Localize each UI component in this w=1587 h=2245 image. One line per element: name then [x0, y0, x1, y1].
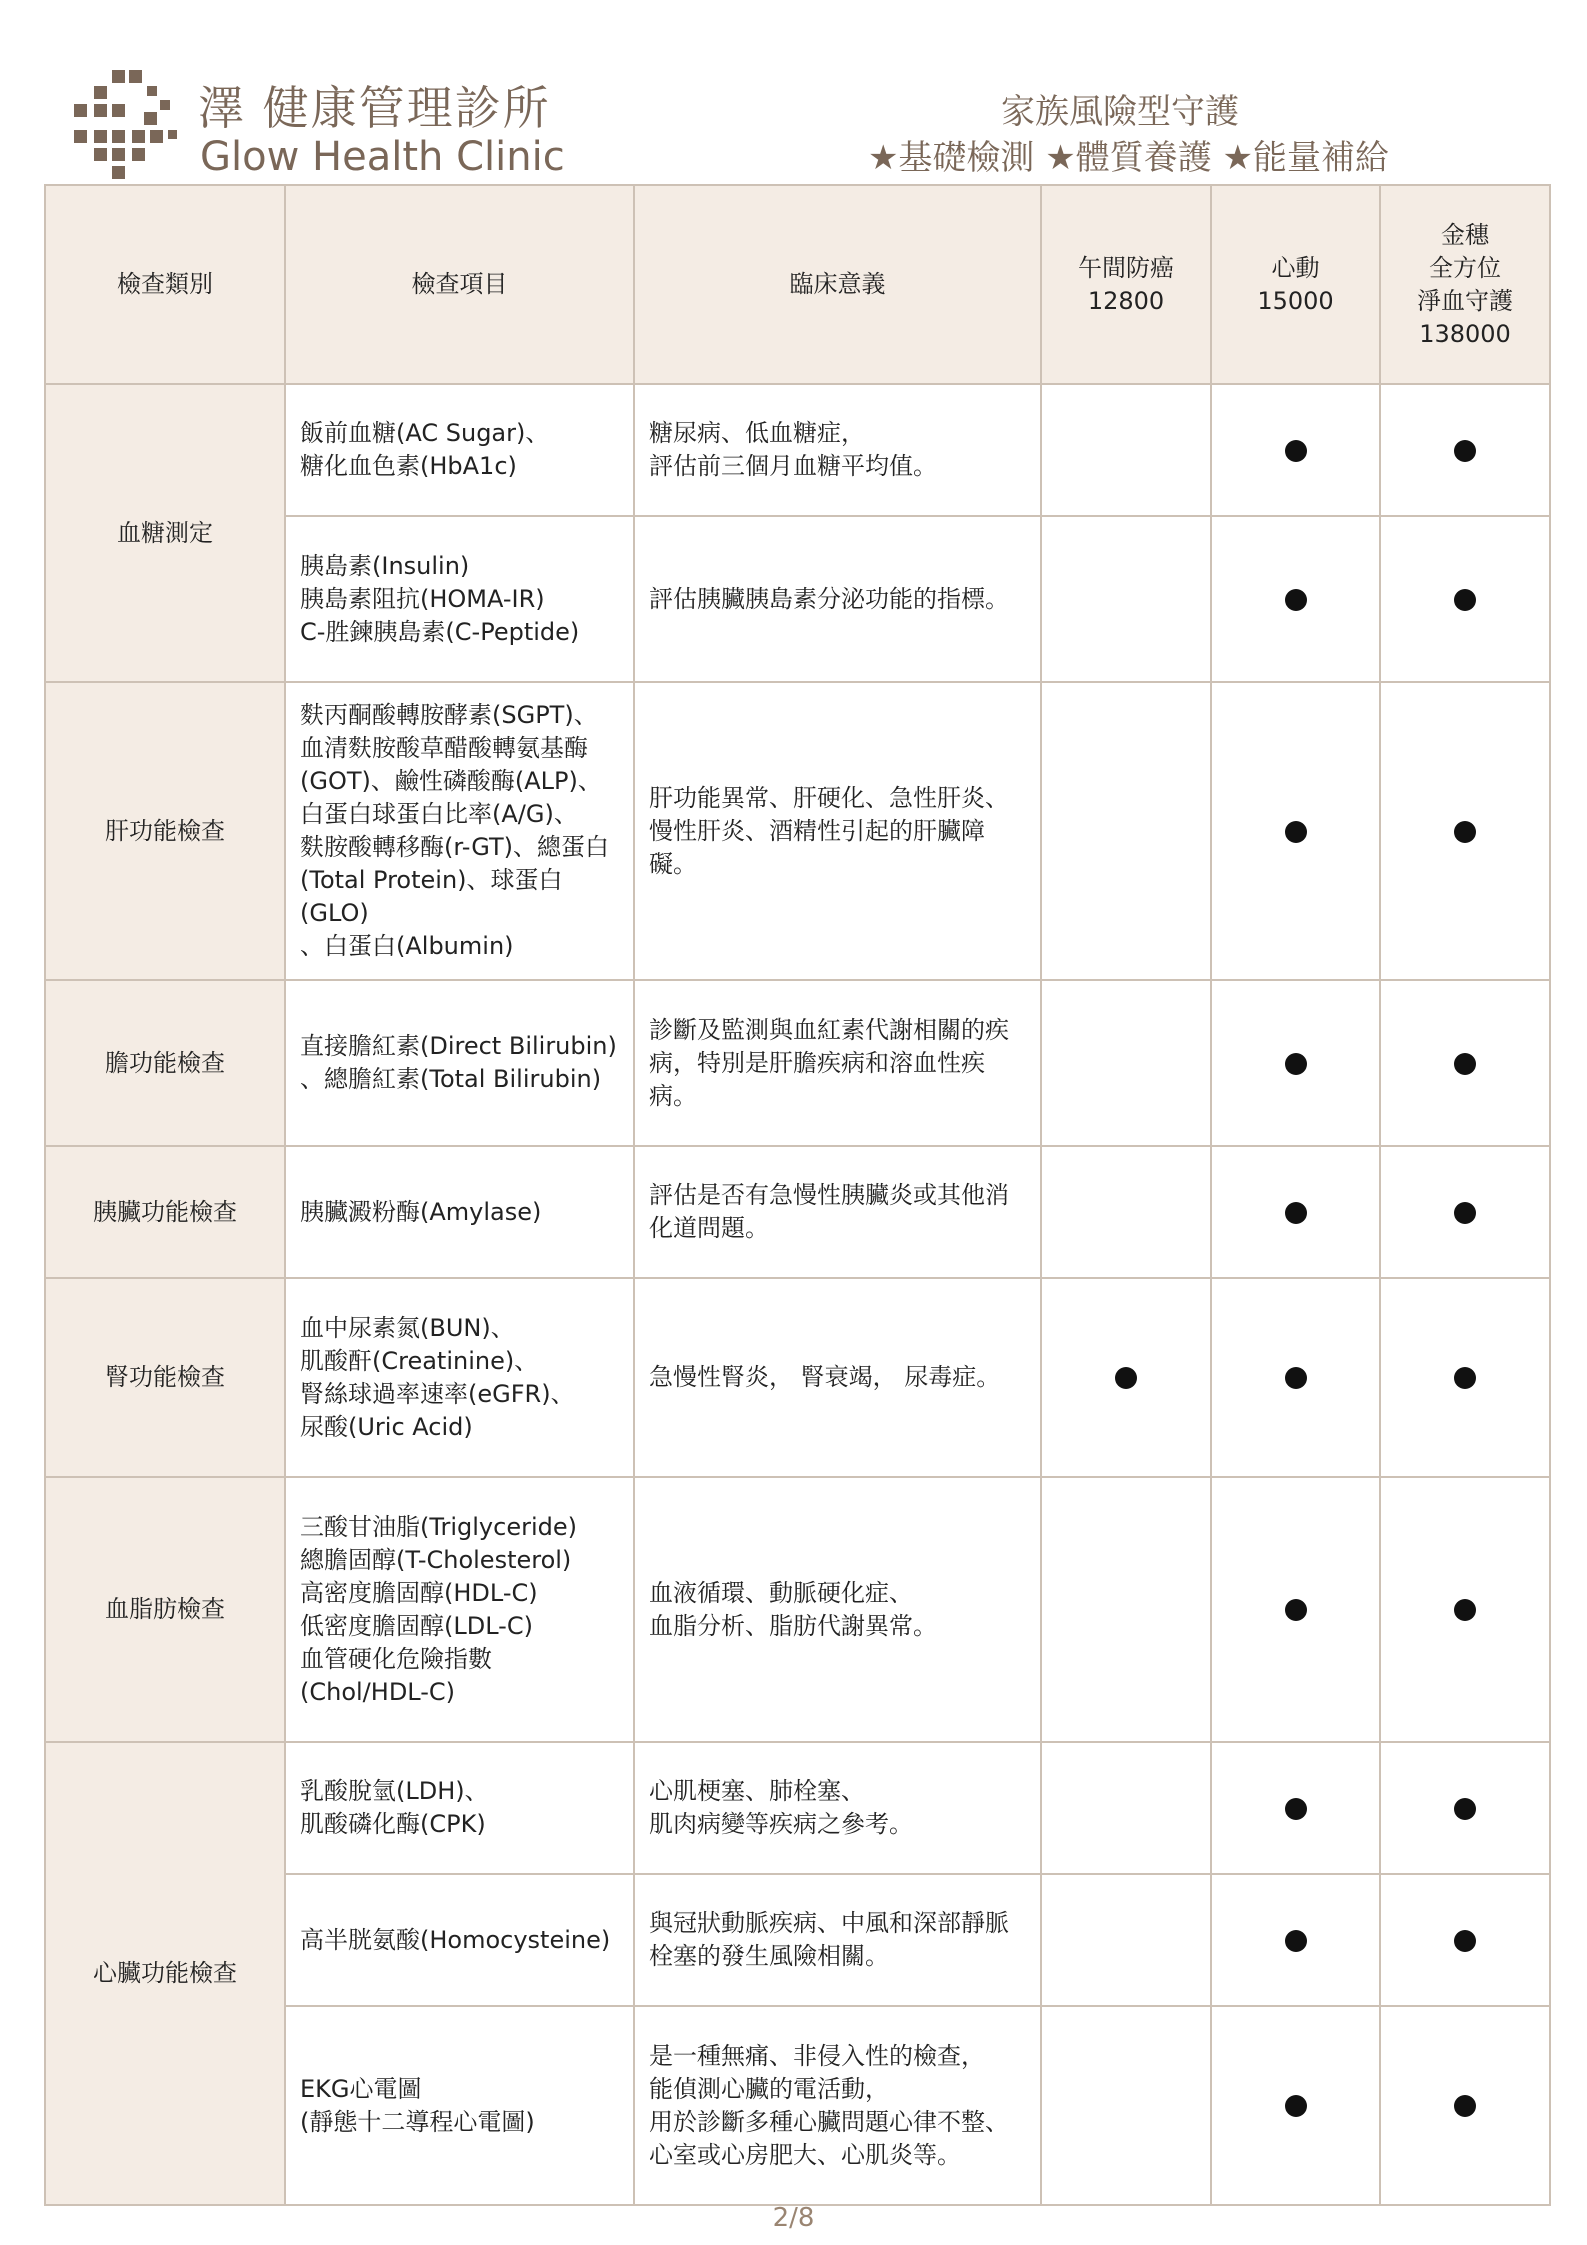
item-line: 麩丙酮酸轉胺酵素(SGPT)、 — [300, 701, 598, 729]
header-plan-3-name-1: 金穗 — [1441, 220, 1489, 249]
header-plan-3-name-2: 全方位 — [1429, 253, 1501, 282]
meaning-cell — [634, 1742, 1041, 1874]
table-row — [45, 1278, 1550, 1477]
header-category: 檢查類別 — [45, 185, 285, 384]
mark-cell — [1380, 1742, 1550, 1874]
included-dot-icon — [1285, 1367, 1307, 1389]
table-row — [45, 1477, 1550, 1742]
category-bile: 膽功能檢查 — [45, 980, 285, 1146]
item-line: 、總膽紅素(Total Bilirubin) — [300, 1065, 602, 1093]
category-blood-sugar: 血糖測定 — [45, 384, 285, 682]
included-dot-icon — [1115, 1367, 1137, 1389]
item-line: 高密度膽固醇(HDL-C) — [300, 1578, 538, 1607]
mark-cell — [1041, 2006, 1211, 2205]
item-line: 低密度膽固醇(LDL-C) — [300, 1611, 533, 1640]
mark-cell — [1211, 1477, 1380, 1742]
item-line: 三酸甘油脂(Triglyceride) — [300, 1512, 577, 1541]
item-cell — [285, 2006, 634, 2205]
mark-cell — [1211, 516, 1380, 682]
item-cell — [285, 682, 634, 980]
plan-tags: ★基礎檢測 ★體質養護 ★能量補給 — [867, 138, 1389, 178]
item-cell — [285, 384, 634, 516]
mark-cell — [1211, 2006, 1380, 2205]
table-row — [45, 682, 1550, 980]
meaning-cell — [634, 682, 1041, 980]
item-line: 高半胱氨酸(Homocysteine) — [300, 1925, 611, 1954]
mark-cell — [1041, 980, 1211, 1146]
meaning-cell — [634, 1874, 1041, 2006]
meaning-line: 糖尿病、低血糖症， — [649, 419, 865, 447]
included-dot-icon — [1454, 1930, 1476, 1952]
mark-cell — [1380, 682, 1550, 980]
mark-cell — [1211, 682, 1380, 980]
meaning-line: 與冠狀動脈疾病、中風和深部靜脈 — [649, 1909, 1009, 1937]
item-line: 、白蛋白(Albumin) — [300, 932, 514, 960]
meaning-line: 評估是否有急慢性胰臟炎或其他消 — [649, 1181, 1009, 1209]
meaning-line: 是一種無痛、非侵入性的檢查， — [649, 2041, 985, 2070]
mark-cell — [1211, 1874, 1380, 2006]
meaning-line: 慢性肝炎、酒精性引起的肝臟障 — [649, 816, 985, 845]
item-line: EKG心電圖 — [300, 2074, 422, 2103]
item-line: 血中尿素氮(BUN)、 — [300, 1313, 515, 1342]
meaning-line: 評估前三個月血糖平均值。 — [649, 452, 937, 480]
header-plan-1-price: 12800 — [1087, 286, 1165, 315]
category-kidney: 腎功能檢查 — [45, 1278, 285, 1477]
mark-cell — [1380, 1874, 1550, 2006]
header-plan-2-price: 15000 — [1257, 286, 1334, 315]
included-dot-icon — [1285, 2095, 1307, 2117]
included-dot-icon — [1285, 1053, 1307, 1075]
meaning-cell — [634, 2006, 1041, 2205]
item-line: 尿酸(Uric Acid) — [300, 1412, 473, 1441]
item-line: 胰臟澱粉酶(Amylase) — [300, 1197, 542, 1226]
header-item: 檢查項目 — [285, 185, 634, 384]
item-line: 乳酸脫氫(LDH)、 — [300, 1777, 489, 1805]
plan-title: 家族風險型守護 — [1001, 92, 1239, 132]
clinic-name-chinese: 澤 健康管理診所 — [198, 81, 551, 135]
meaning-cell — [634, 980, 1041, 1146]
included-dot-icon — [1285, 1599, 1307, 1621]
included-dot-icon — [1454, 1599, 1476, 1621]
item-cell — [285, 1874, 634, 2006]
meaning-line: 診斷及監測與血紅素代謝相關的疾 — [649, 1015, 1009, 1044]
header-plan-3 — [1380, 185, 1550, 384]
meaning-line: 用於診斷多種心臟問題心律不整、 — [649, 2107, 1009, 2136]
meaning-line: 肝功能異常、肝硬化、急性肝炎、 — [649, 783, 1009, 812]
item-cell — [285, 980, 634, 1146]
item-cell — [285, 1146, 634, 1278]
mark-cell — [1380, 980, 1550, 1146]
mark-cell — [1041, 384, 1211, 516]
mark-cell — [1041, 1278, 1211, 1477]
meaning-line: 病。 — [649, 1081, 697, 1110]
mark-cell — [1041, 1146, 1211, 1278]
mark-cell — [1041, 1477, 1211, 1742]
included-dot-icon — [1285, 1930, 1307, 1952]
included-dot-icon — [1285, 440, 1307, 462]
table-row — [45, 384, 1550, 516]
item-line: 胰島素阻抗(HOMA-IR) — [300, 584, 545, 613]
item-cell — [285, 516, 634, 682]
item-line: (Total Protein)、球蛋白(GLO) — [300, 866, 563, 927]
meaning-line: 心室或心房肥大、心肌炎等。 — [649, 2140, 961, 2169]
category-pancreas: 胰臟功能檢查 — [45, 1146, 285, 1278]
meaning-cell — [634, 516, 1041, 682]
item-line: 糖化血色素(HbA1c) — [300, 452, 517, 480]
category-lipid: 血脂肪檢查 — [45, 1477, 285, 1742]
meaning-line: 礙。 — [649, 849, 697, 878]
clinic-name-english: Glow Health Clinic — [200, 134, 565, 180]
included-dot-icon — [1454, 589, 1476, 611]
meaning-cell — [634, 1146, 1041, 1278]
meaning-line: 病，特別是肝膽疾病和溶血性疾 — [649, 1048, 985, 1077]
header-plan-3-name-3: 淨血守護 — [1417, 286, 1513, 315]
mark-cell — [1211, 1278, 1380, 1477]
included-dot-icon — [1285, 1202, 1307, 1224]
meaning-line: 肌肉病變等疾病之參考。 — [649, 1810, 913, 1838]
table-row — [45, 980, 1550, 1146]
mark-cell — [1211, 980, 1380, 1146]
category-liver: 肝功能檢查 — [45, 682, 285, 980]
table-row — [45, 1742, 1550, 1874]
header-plan-2-name: 心動 — [1271, 253, 1320, 282]
mark-cell — [1380, 516, 1550, 682]
mark-cell — [1380, 2006, 1550, 2205]
meaning-line: 急慢性腎炎， 腎衰竭， 尿毒症。 — [649, 1363, 1001, 1391]
included-dot-icon — [1454, 1798, 1476, 1820]
mark-cell — [1380, 384, 1550, 516]
item-line: 血清麩胺酸草醋酸轉氨基酶 — [300, 734, 588, 762]
checkup-table — [44, 184, 1551, 2206]
table-header-row — [45, 185, 1550, 384]
mark-cell — [1041, 516, 1211, 682]
meaning-line: 血脂分析、脂肪代謝異常。 — [649, 1611, 937, 1640]
header-plan-1 — [1041, 185, 1211, 384]
header-meaning: 臨床意義 — [634, 185, 1041, 384]
header-plan-1-name: 午間防癌 — [1078, 253, 1174, 282]
item-line: 白蛋白球蛋白比率(A/G)、 — [300, 800, 578, 828]
item-line: 血管硬化危險指數 — [300, 1644, 492, 1673]
included-dot-icon — [1454, 1053, 1476, 1075]
mark-cell — [1041, 1874, 1211, 2006]
page-header — [0, 0, 1587, 184]
mark-cell — [1380, 1278, 1550, 1477]
included-dot-icon — [1454, 821, 1476, 843]
item-cell — [285, 1742, 634, 1874]
item-line: 腎絲球過率速率(eGFR)、 — [300, 1379, 575, 1408]
item-cell — [285, 1278, 634, 1477]
mark-cell — [1211, 384, 1380, 516]
included-dot-icon — [1285, 1798, 1307, 1820]
mark-cell — [1041, 682, 1211, 980]
item-line: 肌酸磷化酶(CPK) — [300, 1810, 486, 1838]
page-number: 2/8 — [772, 2203, 815, 2233]
included-dot-icon — [1454, 1367, 1476, 1389]
table-row — [45, 1146, 1550, 1278]
item-cell — [285, 1477, 634, 1742]
meaning-line: 化道問題。 — [649, 1214, 769, 1242]
item-line: (靜態十二導程心電圖) — [300, 2107, 535, 2136]
item-line: C-胜鍊胰島素(C-Peptide) — [300, 617, 580, 646]
included-dot-icon — [1285, 821, 1307, 843]
header-plan-2 — [1211, 185, 1380, 384]
included-dot-icon — [1285, 589, 1307, 611]
item-line: 胰島素(Insulin) — [300, 551, 470, 580]
meaning-line: 血液循環、動脈硬化症、 — [649, 1578, 913, 1607]
item-line: 肌酸酐(Creatinine)、 — [300, 1346, 539, 1375]
mark-cell — [1041, 1742, 1211, 1874]
mark-cell — [1380, 1477, 1550, 1742]
item-line: 飯前血糖(AC Sugar)、 — [300, 419, 550, 447]
included-dot-icon — [1454, 1202, 1476, 1224]
item-line: 麩胺酸轉移酶(r-GT)、總蛋白 — [300, 833, 609, 861]
clinic-logo-icon — [72, 68, 188, 184]
meaning-line: 栓塞的發生風險相關。 — [649, 1942, 889, 1970]
mark-cell — [1380, 1146, 1550, 1278]
category-heart: 心臟功能檢查 — [45, 1742, 285, 2205]
meaning-line: 心肌梗塞、肺栓塞、 — [649, 1777, 865, 1805]
included-dot-icon — [1454, 440, 1476, 462]
included-dot-icon — [1454, 2095, 1476, 2117]
meaning-cell — [634, 1477, 1041, 1742]
item-line: (GOT)、鹼性磷酸酶(ALP)、 — [300, 767, 602, 795]
item-line: 直接膽紅素(Direct Bilirubin) — [300, 1032, 617, 1060]
mark-cell — [1211, 1146, 1380, 1278]
meaning-cell — [634, 384, 1041, 516]
meaning-line: 能偵測心臟的電活動， — [649, 2074, 889, 2103]
item-line: 總膽固醇(T-Cholesterol) — [300, 1545, 572, 1574]
mark-cell — [1211, 1742, 1380, 1874]
meaning-line: 評估胰臟胰島素分泌功能的指標。 — [649, 584, 1009, 613]
meaning-cell — [634, 1278, 1041, 1477]
header-plan-3-price: 138000 — [1419, 319, 1511, 348]
item-line: (Chol/HDL-C) — [300, 1677, 456, 1706]
